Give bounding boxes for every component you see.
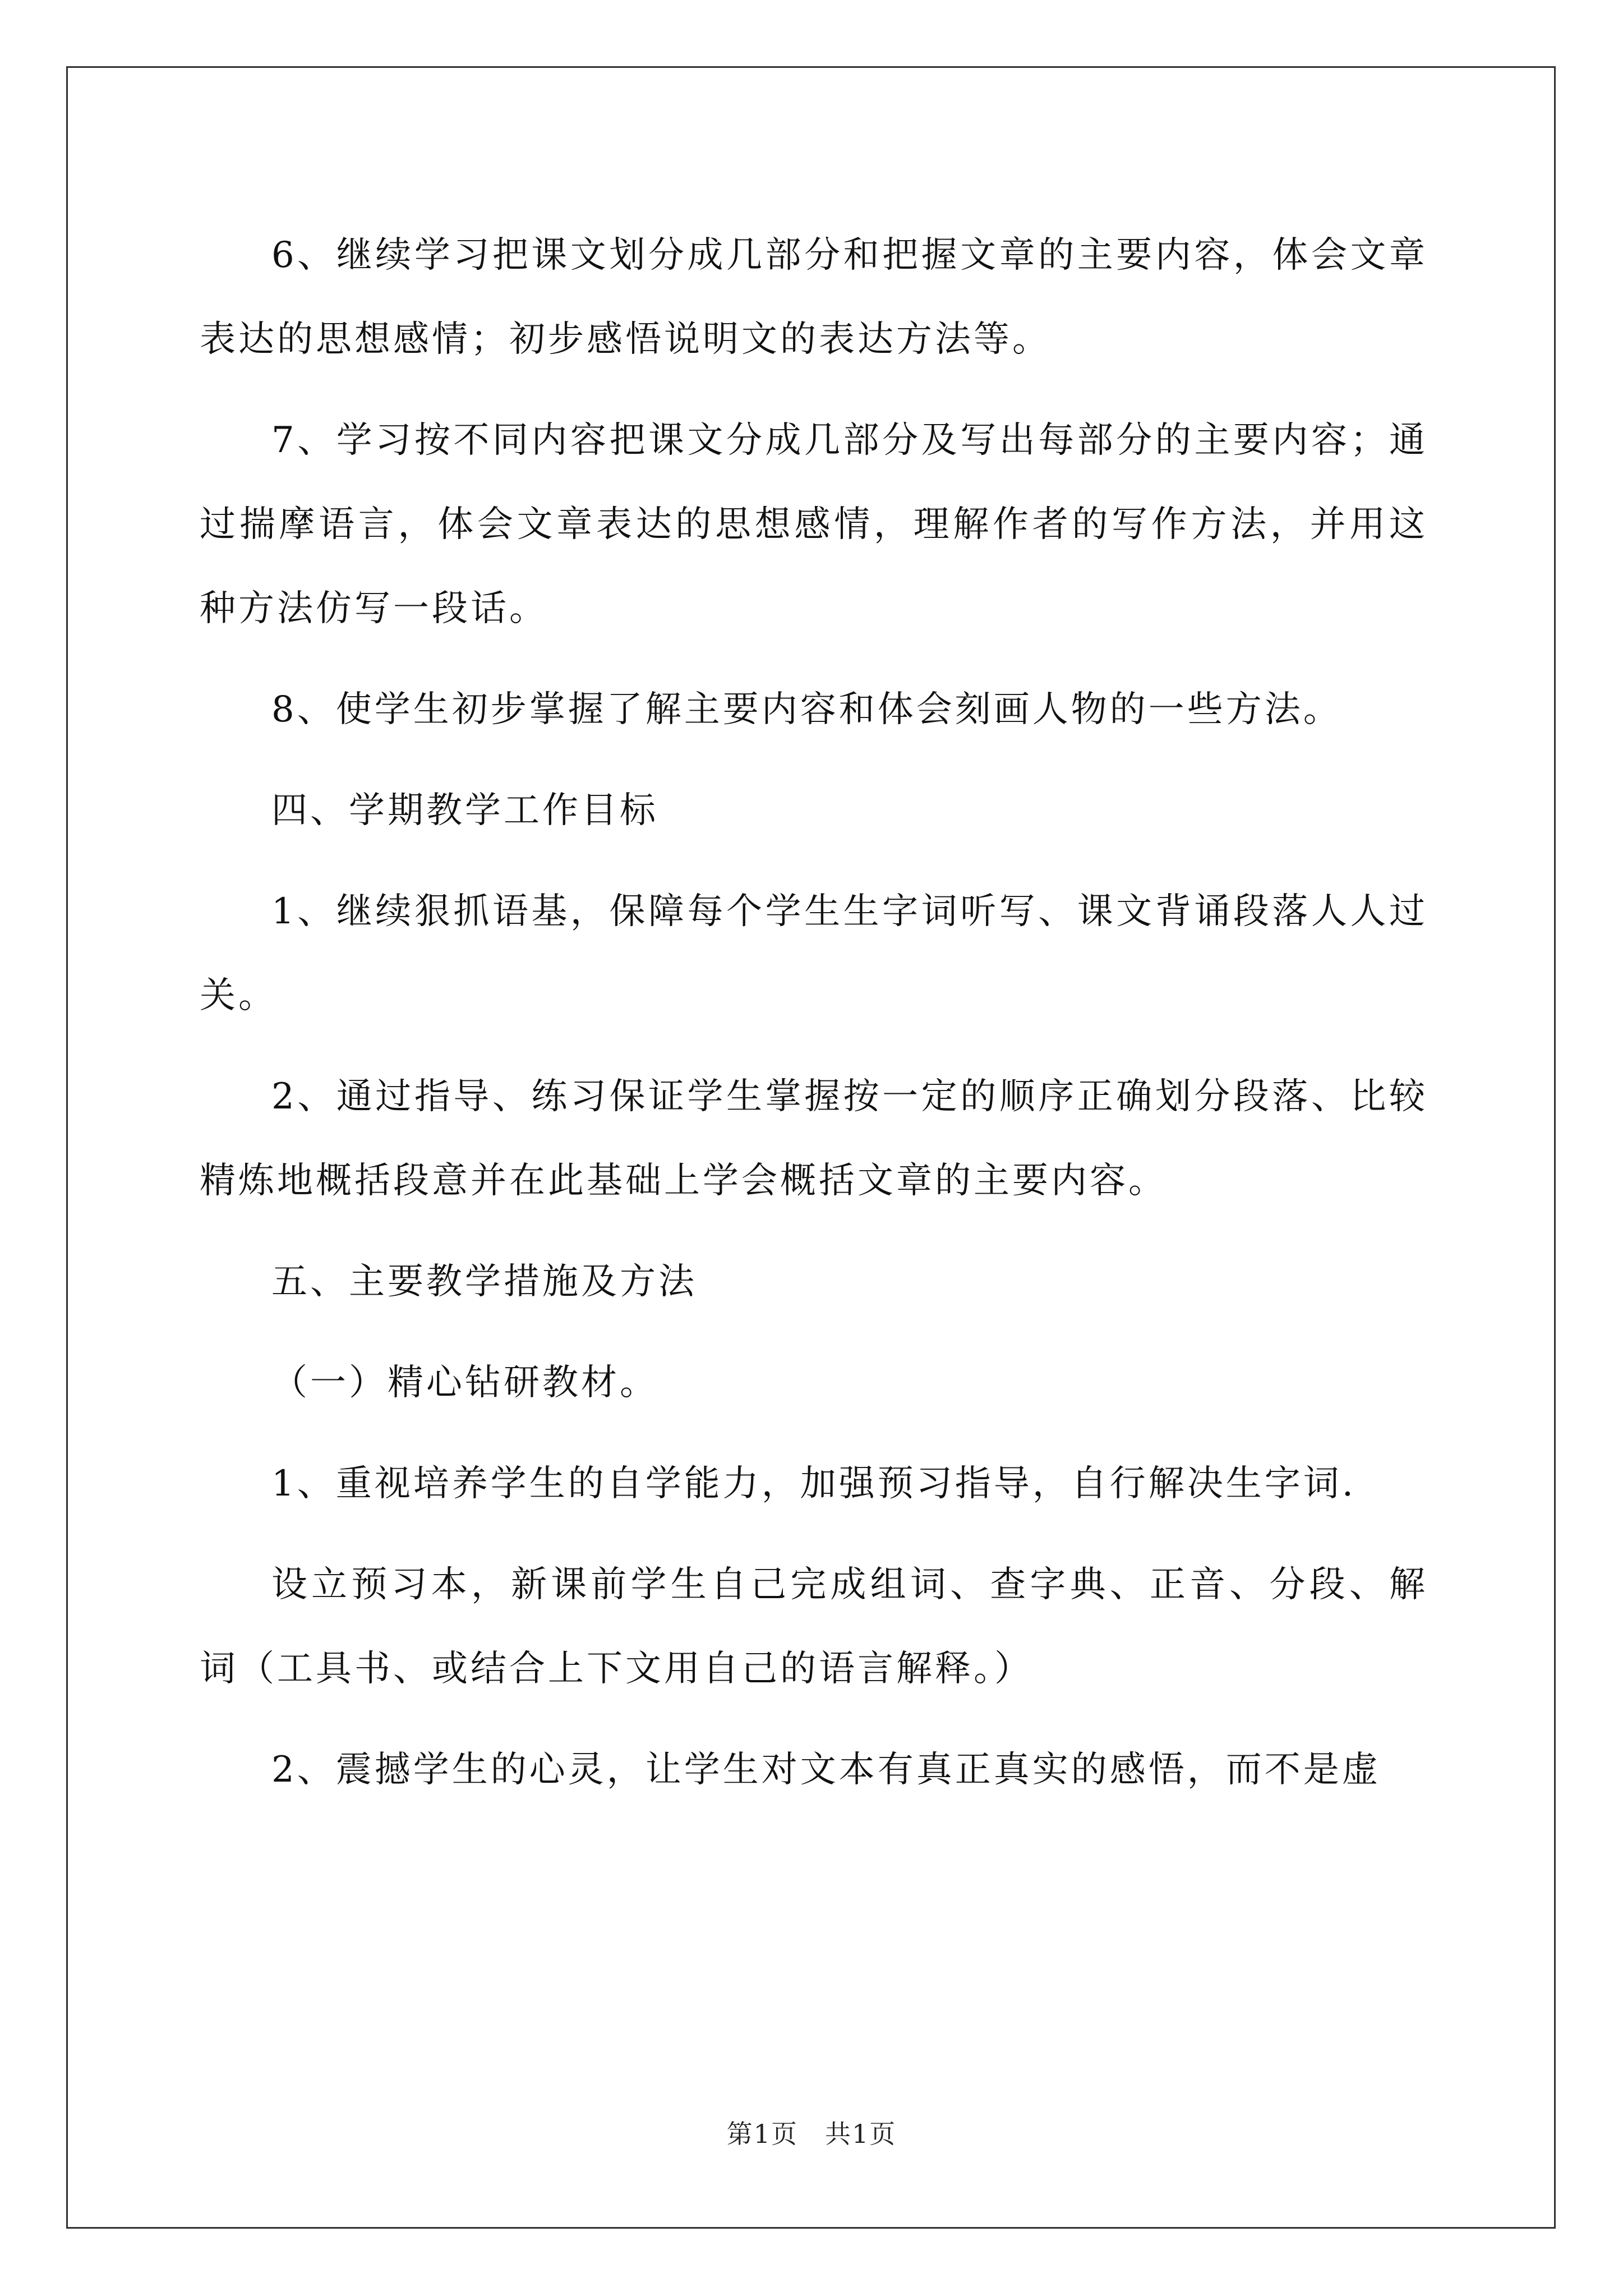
page-footer: 第1页 共1页 (726, 2119, 897, 2149)
paragraph-item-7: 7、学习按不同内容把课文分成几部分及写出每部分的主要内容；通过揣摩语言，体会文章表达的思想感情，理解作者的写作方法，并用这种方法仿写一段话。 (200, 420, 1428, 629)
measure-item-1-detail: 设立预习本，新课前学生自己完成组词、查字典、正音、分段、解词（工具书、或结合上下文用自己的语言解释。） (200, 1564, 1428, 1690)
goal-item-2: 2、通过指导、练习保证学生掌握按一定的顺序正确划分段落、比较精炼地概括段意并在此基础上学会概括文章的主要内容。 (200, 1076, 1428, 1202)
measure-item-1: 1、重视培养学生的自学能力，加强预习指导，自行解决生字词. (271, 1463, 1357, 1504)
paragraph-item-8: 8、使学生初步掌握了解主要内容和体会刻画人物的一些方法。 (271, 689, 1342, 730)
section-heading-measures: 五、主要教学措施及方法 (271, 1261, 697, 1303)
section-heading-goals: 四、学期教学工作目标 (271, 790, 658, 831)
measure-item-2: 2、震撼学生的心灵，让学生对文本有真正真实的感悟，而不是虚 (271, 1749, 1381, 1791)
document-body (200, 213, 1428, 1812)
goal-item-1: 1、继续狠抓语基，保障每个学生生字词听写、课文背诵段落人人过关。 (200, 891, 1428, 1016)
subheading-study-materials: （一）精心钻研教材。 (271, 1362, 658, 1404)
paragraph-item-6: 6、继续学习把课文划分成几部分和把握文章的主要内容，体会文章表达的思想感情；初步感悟说明文的表达方法等。 (200, 234, 1428, 360)
